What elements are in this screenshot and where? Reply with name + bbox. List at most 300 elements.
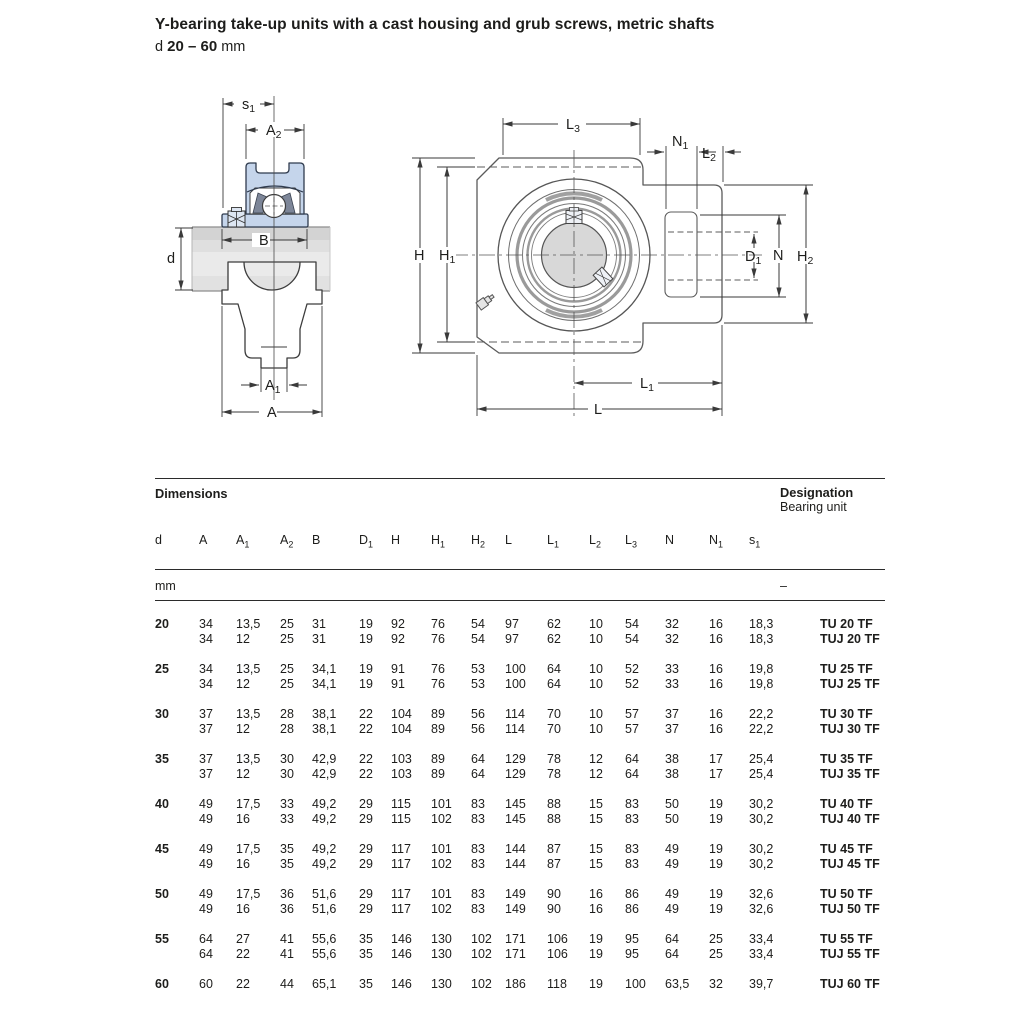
table-row: [155, 691, 925, 722]
table-cell: 83: [625, 856, 639, 871]
cell-designation: TUJ 55 TF: [820, 946, 880, 961]
table-cell: 100: [505, 662, 526, 676]
table-cell: 106: [547, 932, 568, 946]
table-cell: 29: [359, 901, 373, 916]
table-cell: 88: [547, 811, 561, 826]
table-cell: 91: [391, 662, 405, 676]
table-cell: 86: [625, 887, 639, 901]
table-cell: 50: [665, 797, 679, 811]
table-cell: 19,8: [749, 676, 774, 691]
column-header: $L_3$: [625, 533, 637, 550]
table-cell: 76: [431, 662, 445, 676]
table-cell: 22: [236, 977, 250, 991]
table-cell: 15: [589, 797, 603, 811]
cell-d: [155, 722, 199, 737]
table-row: [155, 902, 925, 917]
table-cell: 57: [625, 721, 639, 736]
table-row: [155, 767, 925, 782]
table-cell: 12: [236, 676, 250, 691]
table-row: [155, 646, 925, 677]
cell-designation: TU 45 TF: [820, 842, 873, 856]
table-cell: 89: [431, 707, 445, 721]
table-cell: 90: [547, 901, 561, 916]
table-cell: 145: [505, 811, 526, 826]
table-cell: 34: [199, 676, 213, 691]
cell-designation: TUJ 40 TF: [820, 811, 880, 826]
table-cell: 146: [391, 977, 412, 991]
designation-title: Designation: [780, 485, 854, 500]
table-cell: 10: [589, 631, 603, 646]
table-cell: 49: [199, 901, 213, 916]
table-cell: 16: [236, 901, 250, 916]
table-cell: 27: [236, 932, 250, 946]
table-cell: 16: [709, 662, 723, 676]
table-cell: 16: [589, 887, 603, 901]
table-cell: 19: [709, 901, 723, 916]
table-cell: 76: [431, 676, 445, 691]
dim-label-L: L: [594, 402, 603, 418]
table-cell: 22,2: [749, 707, 774, 721]
table-cell: 30,2: [749, 856, 774, 871]
table-cell: 33: [665, 676, 679, 691]
cell-d: [155, 947, 199, 962]
table-cell: 55,6: [312, 946, 337, 961]
table-cell: 41: [280, 932, 294, 946]
table-cell: 144: [505, 842, 526, 856]
table-cell: 129: [505, 752, 526, 766]
table-cell: 34: [199, 662, 213, 676]
table-cell: 83: [471, 901, 485, 916]
table-cell: 19: [359, 631, 373, 646]
table-cell: 36: [280, 887, 294, 901]
table-cell: 117: [391, 901, 411, 916]
diagram-cross-section: [150, 90, 350, 430]
unit-label: mm: [155, 579, 176, 593]
table-cell: 25,4: [749, 766, 774, 781]
table-cell: 51,6: [312, 887, 337, 901]
table-cell: 100: [505, 676, 526, 691]
table-cell: 57: [625, 707, 639, 721]
table-row: [155, 857, 925, 872]
table-row: [155, 632, 925, 647]
table-cell: 10: [589, 707, 603, 721]
table-cell: 15: [589, 842, 603, 856]
table-cell: 12: [589, 752, 603, 766]
column-header: $D_1$: [359, 533, 374, 550]
table-cell: 64: [199, 932, 213, 946]
table-cell: 19: [709, 797, 723, 811]
cell-designation: TUJ 50 TF: [820, 901, 880, 916]
dim-label-L2: $L_2$: [702, 146, 716, 164]
cell-designation: TU 35 TF: [820, 752, 873, 766]
table-cell: 12: [236, 721, 250, 736]
table-cell: 31: [312, 631, 326, 646]
table-cell: 34,1: [312, 676, 337, 691]
table-cell: 16: [236, 856, 250, 871]
cell-d: 50: [155, 887, 169, 901]
table-cell: 25: [709, 932, 723, 946]
table-cell: 34: [199, 617, 213, 631]
table-cell: 33,4: [749, 932, 774, 946]
table-cell: 114: [505, 721, 525, 736]
table-cell: 29: [359, 842, 373, 856]
table-cell: 97: [505, 631, 519, 646]
table-cell: 19: [709, 842, 723, 856]
table-cell: 145: [505, 797, 526, 811]
table-cell: 22: [359, 721, 373, 736]
table-cell: 56: [471, 721, 485, 736]
table-cell: 64: [665, 932, 679, 946]
table-cell: 37: [665, 721, 679, 736]
table-cell: 64: [199, 946, 213, 961]
table-cell: 60: [199, 977, 213, 991]
table-cell: 37: [199, 766, 213, 781]
table-cell: 54: [625, 631, 639, 646]
table-cell: 30: [280, 766, 294, 781]
table-cell: 49,2: [312, 842, 337, 856]
column-header: L: [505, 533, 512, 547]
cell-designation: TUJ 30 TF: [820, 721, 880, 736]
table-cell: 83: [625, 797, 639, 811]
table-cell: 13,5: [236, 707, 261, 721]
table-cell: 22: [359, 752, 373, 766]
table-cell: 92: [391, 617, 405, 631]
table-cell: 30,2: [749, 842, 774, 856]
designation-unit: –: [780, 579, 787, 593]
cell-d: 60: [155, 977, 169, 991]
table-cell: 19,8: [749, 662, 774, 676]
table-cell: 101: [431, 797, 452, 811]
table-cell: 90: [547, 887, 561, 901]
table-cell: 22: [359, 707, 373, 721]
table-row: [155, 812, 925, 827]
table-cell: 129: [505, 766, 526, 781]
table-cell: 17: [709, 752, 723, 766]
table-cell: 15: [589, 811, 603, 826]
column-header: d: [155, 533, 162, 547]
table-cell: 117: [391, 856, 411, 871]
table-cell: 32: [665, 631, 679, 646]
table-cell: 29: [359, 887, 373, 901]
table-cell: 13,5: [236, 752, 261, 766]
table-cell: 25: [709, 946, 723, 961]
cell-designation: TU 55 TF: [820, 932, 873, 946]
dim-label-L1: $L_1$: [640, 376, 654, 394]
designation-subtitle: Bearing unit: [780, 500, 847, 514]
table-cell: 146: [391, 946, 412, 961]
table-cell: 25: [280, 662, 294, 676]
table-cell: 39,7: [749, 977, 774, 991]
table-cell: 171: [505, 932, 526, 946]
table-cell: 50: [665, 811, 679, 826]
column-header: $H_2$: [471, 533, 486, 550]
table-row: [155, 961, 925, 992]
table-cell: 49,2: [312, 797, 337, 811]
table-cell: 52: [625, 676, 639, 691]
table-cell: 64: [665, 946, 679, 961]
table-cell: 49: [199, 856, 213, 871]
table-cell: 49,2: [312, 856, 337, 871]
table-cell: 144: [505, 856, 526, 871]
table-cell: 78: [547, 752, 561, 766]
grub-screw-icon: [228, 208, 245, 228]
column-header: B: [312, 533, 321, 547]
table-cell: 64: [547, 662, 561, 676]
table-cell: 31: [312, 617, 326, 631]
table-cell: 16: [236, 811, 250, 826]
column-header: $H_1$: [431, 533, 446, 550]
cell-d: [155, 677, 199, 692]
column-header: $N_1$: [709, 533, 724, 550]
table-cell: 49: [665, 901, 679, 916]
table-cell: 106: [547, 946, 568, 961]
dim-label-A1: $A_1$: [265, 378, 281, 396]
table-cell: 102: [471, 946, 492, 961]
table-cell: 65,1: [312, 977, 337, 991]
table-cell: 149: [505, 901, 526, 916]
dim-label-L3: $L_3$: [566, 117, 580, 135]
column-header: N: [665, 533, 675, 547]
table-cell: 12: [589, 766, 603, 781]
table-cell: 88: [547, 797, 561, 811]
column-header: $A_2$: [280, 533, 294, 550]
table-cell: 29: [359, 856, 373, 871]
table-cell: 32: [665, 617, 679, 631]
table-cell: 17,5: [236, 887, 261, 901]
column-header: H: [391, 533, 401, 547]
cell-designation: TUJ 35 TF: [820, 766, 880, 781]
table-cell: 49: [199, 797, 213, 811]
table-cell: 16: [709, 617, 723, 631]
table-cell: 115: [391, 797, 411, 811]
table-cell: 16: [709, 676, 723, 691]
table-cell: 102: [431, 901, 452, 916]
subtitle-d: d: [155, 39, 164, 55]
cell-d: [155, 902, 199, 917]
column-header: $s_1$: [749, 533, 761, 550]
dim-label-A: A: [267, 405, 277, 421]
cell-d: 40: [155, 797, 169, 811]
table-cell: 87: [547, 856, 561, 871]
page-title: Y-bearing take-up units with a cast housing and grub screws, metric shafts: [155, 16, 715, 33]
table-cell: 130: [431, 946, 452, 961]
table-cell: 63,5: [665, 977, 690, 991]
table-cell: 25,4: [749, 752, 774, 766]
table-cell: 32: [709, 977, 723, 991]
cell-designation: TUJ 45 TF: [820, 856, 880, 871]
table-row: [155, 781, 925, 812]
table-cell: 16: [589, 901, 603, 916]
table-cell: 103: [391, 766, 412, 781]
table-cell: 102: [431, 856, 452, 871]
table-cell: 64: [625, 766, 639, 781]
table-cell: 91: [391, 676, 405, 691]
cell-designation: TU 40 TF: [820, 797, 873, 811]
table-cell: 25: [280, 617, 294, 631]
cell-d: [155, 812, 199, 827]
column-header-table: [155, 533, 925, 569]
table-cell: 22: [236, 946, 250, 961]
housing-upper-drawing: [222, 163, 308, 227]
take-up-slot: [665, 212, 697, 297]
table-cell: 28: [280, 721, 294, 736]
cell-designation: TU 30 TF: [820, 707, 873, 721]
table-cell: 83: [625, 811, 639, 826]
table-cell: 78: [547, 766, 561, 781]
table-row: [155, 677, 925, 692]
table-cell: 53: [471, 662, 485, 676]
table-cell: 10: [589, 617, 603, 631]
table-cell: 25: [280, 676, 294, 691]
table-cell: 95: [625, 946, 639, 961]
dim-label-A2: $A_2$: [266, 123, 282, 141]
table-cell: 37: [199, 752, 213, 766]
table-cell: 100: [625, 977, 646, 991]
table-cell: 30: [280, 752, 294, 766]
table-cell: 186: [505, 977, 526, 991]
table-cell: 19: [709, 887, 723, 901]
table-cell: 38: [665, 766, 679, 781]
table-cell: 101: [431, 887, 452, 901]
column-header: A: [199, 533, 208, 547]
table-cell: 83: [471, 856, 485, 871]
cell-d: 25: [155, 662, 169, 676]
subtitle-unit: mm: [221, 39, 246, 55]
table-cell: 19: [359, 676, 373, 691]
table-cell: 35: [359, 977, 373, 991]
table-cell: 102: [431, 811, 452, 826]
cell-d: 35: [155, 752, 169, 766]
table-cell: 22,2: [749, 721, 774, 736]
table-cell: 95: [625, 932, 639, 946]
table-row: [155, 601, 925, 632]
table-cell: 35: [280, 856, 294, 871]
table-cell: 12: [236, 631, 250, 646]
table-cell: 49,2: [312, 811, 337, 826]
table-cell: 49: [665, 842, 679, 856]
table-cell: 28: [280, 707, 294, 721]
dim-label-N: N: [773, 248, 784, 264]
cell-d: [155, 767, 199, 782]
table-cell: 30,2: [749, 797, 774, 811]
table-cell: 130: [431, 932, 452, 946]
dim-label-H1: $H_1$: [439, 248, 456, 266]
table-cell: 19: [709, 811, 723, 826]
table-cell: 18,3: [749, 631, 774, 646]
cell-d: 20: [155, 617, 169, 631]
column-header-designation: [820, 533, 925, 569]
table-row: [155, 947, 925, 962]
table-cell: 19: [589, 946, 603, 961]
table-cell: 70: [547, 721, 561, 736]
cell-designation: TU 25 TF: [820, 662, 873, 676]
table-cell: 130: [431, 977, 452, 991]
table-cell: 76: [431, 631, 445, 646]
table-cell: 13,5: [236, 662, 261, 676]
table-cell: 30,2: [749, 811, 774, 826]
table-cell: 83: [471, 811, 485, 826]
table-cell: 49: [665, 856, 679, 871]
table-cell: 56: [471, 707, 485, 721]
table-cell: 102: [471, 977, 492, 991]
table-cell: 19: [709, 856, 723, 871]
table-cell: 114: [505, 707, 525, 721]
table-cell: 64: [471, 752, 485, 766]
table-row: [155, 826, 925, 857]
table-cell: 32,6: [749, 887, 774, 901]
diagram-front-view: [405, 95, 825, 425]
table-cell: 101: [431, 842, 452, 856]
table-cell: 37: [665, 707, 679, 721]
cell-designation: TUJ 20 TF: [820, 631, 880, 646]
subtitle-range: 20 – 60: [167, 38, 218, 55]
table-cell: 13,5: [236, 617, 261, 631]
table-cell: 64: [547, 676, 561, 691]
designation-header: [780, 486, 885, 529]
table-cell: 83: [471, 887, 485, 901]
table-cell: 89: [431, 766, 445, 781]
table-cell: 44: [280, 977, 294, 991]
table-cell: 17: [709, 766, 723, 781]
table-cell: 49: [199, 842, 213, 856]
table-cell: 10: [589, 676, 603, 691]
table-cell: 33: [280, 811, 294, 826]
table-cell: 54: [625, 617, 639, 631]
table-cell: 83: [625, 842, 639, 856]
table-cell: 38: [665, 752, 679, 766]
table-cell: 62: [547, 631, 561, 646]
table-row: [155, 736, 925, 767]
table-cell: 37: [199, 707, 213, 721]
cell-d: 45: [155, 842, 169, 856]
table-cell: 89: [431, 752, 445, 766]
dim-label-N1: $N_1$: [672, 134, 689, 152]
table-cell: 92: [391, 631, 405, 646]
table-cell: 70: [547, 707, 561, 721]
table-cell: 25: [280, 631, 294, 646]
dimensions-table: [155, 478, 885, 992]
cell-d: [155, 632, 199, 647]
table-cell: 34,1: [312, 662, 337, 676]
table-row: [155, 722, 925, 737]
table-cell: 54: [471, 617, 485, 631]
table-cell: 146: [391, 932, 412, 946]
cell-d: 55: [155, 932, 169, 946]
table-cell: 34: [199, 631, 213, 646]
column-header: $A_1$: [236, 533, 250, 550]
table-cell: 17,5: [236, 842, 261, 856]
table-cell: 55,6: [312, 932, 337, 946]
table-cell: 16: [709, 631, 723, 646]
table-cell: 29: [359, 797, 373, 811]
table-cell: 64: [471, 766, 485, 781]
cell-d: 30: [155, 707, 169, 721]
data-table: [155, 601, 925, 992]
table-cell: 103: [391, 752, 412, 766]
table-cell: 33: [280, 797, 294, 811]
table-cell: 15: [589, 856, 603, 871]
page-subtitle: [155, 38, 245, 55]
table-cell: 49: [199, 811, 213, 826]
table-row: [155, 871, 925, 902]
table-cell: 83: [471, 842, 485, 856]
table-cell: 19: [589, 977, 603, 991]
table-cell: 104: [391, 721, 412, 736]
dim-label-D1: $D_1$: [745, 249, 762, 267]
table-cell: 149: [505, 887, 526, 901]
table-cell: 118: [547, 977, 567, 991]
dim-label-H: H: [414, 248, 425, 264]
